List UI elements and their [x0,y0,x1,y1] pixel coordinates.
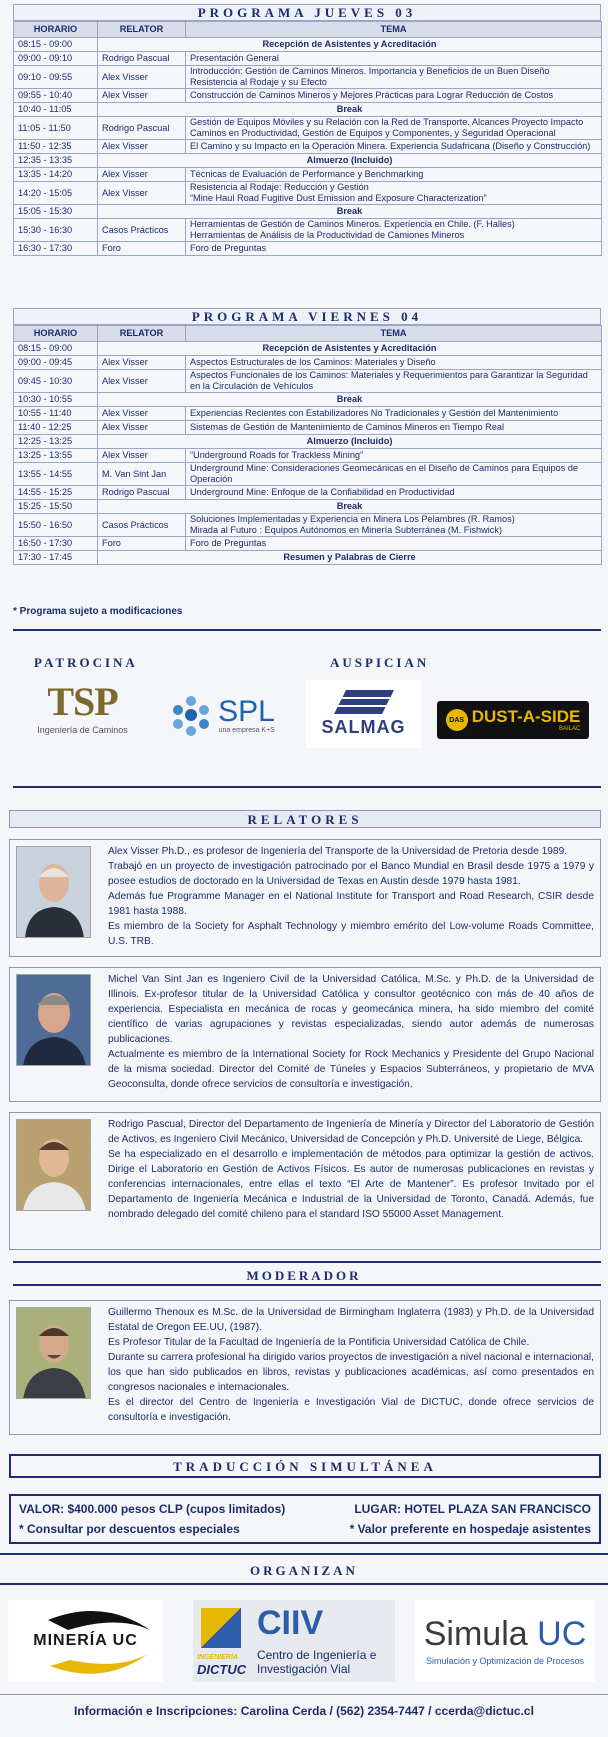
simula-mark: Simula [423,1615,528,1653]
row-topic: Construcción de Caminos Mineros y Mejores Prácticas para Lograr Reducción de Costos [186,89,602,103]
ciiv-mark: CIIV [257,1604,324,1642]
row-topic: Resistencia al Rodaje: Reducción y Gestión “Mine Haul Road Fugitive Dust Emission and Exposure Characterization” [186,182,602,205]
row-speaker: Alex Visser [98,449,186,463]
row-topic: Experiencias Recientes con Estabilizadores No Tradicionales y Gestión del Mantenimiento [186,407,602,421]
program-row [14,168,602,182]
row-topic: Herramientas de Gestión de Caminos Mineros. Experiencia en Chile. (F. Halles) Herramientas de Análisis de la Productividad de Camiones Mineros [186,219,602,242]
divider [0,1553,608,1555]
column-header: HORARIO [14,22,98,38]
row-speaker: Alex Visser [98,407,186,421]
row-time: 15:30 - 16:30 [14,219,98,242]
spl-logo [160,686,285,744]
program-table-thursday [13,21,602,256]
row-speaker: Casos Prácticos [98,514,186,537]
program-title-thursday: PROGRAMA JUEVES 03 [13,4,601,21]
program-row [14,514,602,537]
program-row [14,393,602,407]
program-row [14,463,602,486]
program-row [14,52,602,66]
bio-text [108,972,594,1092]
price-hospedaje: * Valor preferente en hospedaje asistentes [349,1522,591,1536]
divider [13,1261,601,1263]
salmag-logo-mark: SALMAG [321,717,406,737]
row-time: 13:55 - 14:55 [14,463,98,486]
traduccion-header: TRADUCCIÓN SIMULTÁNEA [9,1454,601,1478]
program-row [14,486,602,500]
bio-paragraph: Actualmente es miembro de la International Society for Rock Mechanics y Presidente del Grupo Nacional de la misma sociedad. Director del Comité de Túneles y Espacios Subterráneos, y propietario de MVA Geoconsulta, donde ofrece servicios de consultoría e investigación. [108,1049,594,1090]
program-row [14,117,602,140]
ciiv-badge-2: DICTUC [197,1662,247,1677]
row-time: 09:45 - 10:30 [14,370,98,393]
bio-text [108,1117,594,1222]
auspician-label: AUSPICIAN [330,655,430,670]
bio-alex-visser [9,839,601,957]
divider [13,786,601,788]
row-topic: Sistemas de Gestión de Mantenimiento de Caminos Mineros en Tiempo Real [186,421,602,435]
dust-a-side-mark: DUST-A-SIDE [471,707,581,726]
program-row [14,342,602,356]
program-row [14,407,602,421]
row-speaker: Casos Prácticos [98,219,186,242]
mineria-uc-mark: MINERÍA UC [33,1632,138,1649]
program-row [14,219,602,242]
row-speaker: Alex Visser [98,168,186,182]
row-time: 09:00 - 09:10 [14,52,98,66]
dust-a-side-sub: BAILAC [558,726,581,732]
ciiv-logo [193,1600,395,1682]
patrocina-label: PATROCINA [34,655,138,670]
divider [0,1583,608,1585]
row-time: 11:05 - 11:50 [14,117,98,140]
program-row [14,38,602,52]
row-topic: Aspectos Funcionales de los Caminos: Materiales y Requerimientos para Garantizar la Seguridad en la Circulación de Vehículos [186,370,602,393]
bio-paragraph: Rodrigo Pascual, Director del Departamento de Ingeniería de Minería y Director del Laboratorio de Gestión de Activos, es Ingeniero Civil Mecánico, Universidad de Concepción y Ph.D. Université de Liege, Bélgica. [108,1119,594,1145]
row-time: 14:55 - 15:25 [14,486,98,500]
row-time: 12:35 - 13:35 [14,154,98,168]
row-topic: Presentación General [186,52,602,66]
salmag-emblem-icon [334,690,394,714]
bio-text [108,1305,594,1425]
row-speaker: Alex Visser [98,370,186,393]
ciiv-badge-1: INGENIERÍA [197,1654,238,1661]
row-speaker: Alex Visser [98,421,186,435]
simula-sub: Simulación y Optimización de Procesos [425,1656,585,1666]
row-speaker: Alex Visser [98,356,186,370]
row-time: 11:50 - 12:35 [14,140,98,154]
ciiv-emblem-icon [201,1608,241,1648]
row-speaker: Foro [98,242,186,256]
row-speaker: Rodrigo Pascual [98,117,186,140]
organizan-label: ORGANIZAN [250,1563,358,1578]
bio-paragraph: Es miembro de la Society for Asphalt Technology y miembro emérito del Low-volume Roads Committee, U.S. TRB. [108,921,594,947]
speaker-photo [16,846,91,938]
moderador-label: MODERADOR [246,1268,362,1283]
program-row [14,537,602,551]
row-topic: Recepción de Asistentes y Acreditación [98,342,602,356]
moderator-photo [16,1307,91,1399]
column-header: RELATOR [98,326,186,342]
program-row [14,370,602,393]
row-topic: Introducción: Gestión de Caminos Mineros. Importancia y Beneficios de un Buen Diseño Resistencia al Rodaje y su Efecto [186,66,602,89]
ciiv-line-1: Centro de Ingeniería e [257,1648,377,1662]
column-header: HORARIO [14,326,98,342]
row-speaker: Alex Visser [98,89,186,103]
row-topic: Break [98,103,602,117]
program-row [14,89,602,103]
row-topic: Soluciones Implementadas y Experiencia en Minera Los Pelambres (R. Ramos) Mirada al Futuro : Equipos Autónomos en Minería Subterránea (M. Fishwick) [186,514,602,537]
simula-uc-logo [415,1600,595,1682]
price-box [9,1494,601,1544]
spl-logo-mark: SPL [218,694,275,728]
row-topic: Gestión de Equipos Móviles y su Relación con la Red de Transporte. Alcances Proyecto Impacto Caminos en Productividad, Gestión de Equipos y Componentes, y Seguridad Operacional [186,117,602,140]
bio-paragraph: Además fue Programme Manager en el National Institute for Transport and Road Research, CSIR desde 1981 hasta 1988. [108,891,594,917]
tsp-logo-sub: Ingeniería de Caminos [37,725,128,735]
bio-text [108,844,594,949]
row-topic: Break [98,393,602,407]
salmag-logo [306,680,421,748]
row-time: 16:30 - 17:30 [14,242,98,256]
speaker-photo [16,1119,91,1211]
dust-a-side-logo [437,701,589,739]
row-speaker: Rodrigo Pascual [98,486,186,500]
price-valor: VALOR: $400.000 pesos CLP (cupos limitados) [19,1502,286,1516]
bio-rodrigo-pascual [9,1112,601,1250]
spl-molecule-icon [170,693,212,737]
program-row [14,551,602,565]
program-row [14,242,602,256]
program-row [14,500,602,514]
row-topic: Break [98,205,602,219]
column-header: TEMA [186,326,602,342]
row-speaker: Rodrigo Pascual [98,52,186,66]
row-time: 08:15 - 09:00 [14,342,98,356]
row-topic: Aspectos Estructurales de los Caminos: Materiales y Diseño [186,356,602,370]
bio-paragraph: Trabajó en un proyecto de investigación patrocinado por el Banco Mundial en Brasil desde 1975 a 1979 y posee estudios de doctorado en la Universidad de Texas en Austin desde 1979 hasta 1981. [108,861,594,887]
row-time: 16:50 - 17:30 [14,537,98,551]
spl-logo-sub: una empresa K+S [218,726,275,734]
row-time: 10:40 - 11:05 [14,103,98,117]
row-time: 13:35 - 14:20 [14,168,98,182]
row-time: 15:25 - 15:50 [14,500,98,514]
tsp-logo [30,677,135,741]
row-time: 10:55 - 11:40 [14,407,98,421]
speaker-photo [16,974,91,1066]
program-row [14,154,602,168]
row-time: 15:05 - 15:30 [14,205,98,219]
divider [13,1284,601,1286]
row-topic: Break [98,500,602,514]
program-row [14,103,602,117]
row-speaker: Foro [98,537,186,551]
row-topic: Underground Mine: Consideraciones Geomecánicas en el Diseño de Caminos para Equipos de Operación [186,463,602,486]
das-badge-icon: DAS [446,709,468,731]
row-topic: Almuerzo (Incluido) [98,435,602,449]
row-topic: Foro de Preguntas [186,537,602,551]
row-speaker: Alex Visser [98,66,186,89]
row-time: 17:30 - 17:45 [14,551,98,565]
row-topic: “Underground Roads for Trackless Mining” [186,449,602,463]
tsp-logo-mark: TSP [47,679,118,724]
row-topic: El Camino y su Impacto en la Operación Minera. Experiencia Sudafricana (Diseño y Construcción) [186,140,602,154]
program-row [14,182,602,205]
program-row [14,66,602,89]
program-title-friday: PROGRAMA VIERNES 04 [13,308,601,325]
ciiv-line-2: Investigación Vial [257,1662,351,1676]
bio-michel-van-sint-jan [9,967,601,1102]
price-descuentos: * Consultar por descuentos especiales [19,1522,240,1536]
bio-guillermo-thenoux [9,1300,601,1435]
bio-paragraph: Guillermo Thenoux es M.Sc. de la Universidad de Birmingham Inglaterra (1983) y Ph.D. de la Universidad Estatal de Oregon EE.UU, (1987). [108,1307,594,1333]
divider [13,629,601,631]
row-topic: Resumen y Palabras de Cierre [98,551,602,565]
program-row [14,421,602,435]
relatores-header: RELATORES [9,810,601,828]
row-time: 08:15 - 09:00 [14,38,98,52]
simula-uc-mark: UC [537,1615,587,1653]
bio-paragraph: Es el director del Centro de Ingeniería e Investigación Vial de DICTUC, donde ofrece servicios de consultoría e investigación. [108,1397,594,1423]
column-header: RELATOR [98,22,186,38]
row-topic: Underground Mine: Enfoque de la Confiabilidad en Productividad [186,486,602,500]
bio-paragraph: Alex Visser Ph.D., es profesor de Ingeniería del Transporte de la Universidad de Pretoria desde 1989. [108,846,568,857]
column-header: TEMA [186,22,602,38]
bio-paragraph: Michel Van Sint Jan es Ingeniero Civil de la Universidad Católica, M.Sc. y Ph.D. de la Universidad de Illinois. Ex-profesor titular de la Universidad Católica y consultor geotécnico con más de 40 años de experiencia. Especialista en mecánica de rocas y geomecánica minera, ha sido miembro del comité científico de varias agrupaciones y revistas especializadas, siendo autor además de numerosas publicaciones. [108,974,594,1045]
price-lugar: LUGAR: HOTEL PLAZA SAN FRANCISCO [354,1502,591,1516]
row-time: 09:55 - 10:40 [14,89,98,103]
program-table-friday [13,325,602,565]
program-row [14,449,602,463]
row-topic: Recepción de Asistentes y Acreditación [98,38,602,52]
row-time: 09:00 - 09:45 [14,356,98,370]
row-time: 11:40 - 12:25 [14,421,98,435]
row-speaker: Alex Visser [98,140,186,154]
divider [0,1694,608,1695]
row-time: 14:20 - 15:05 [14,182,98,205]
program-note: * Programa sujeto a modificaciones [13,606,183,617]
row-time: 12:25 - 13:25 [14,435,98,449]
row-time: 13:25 - 13:55 [14,449,98,463]
bio-paragraph: Durante su carrera profesional ha dirigido varios proyectos de investigación a nivel nacional e internacional, los que han sido publicados en libros, revistas y publicaciones académicas, así como presentados en congresos nacionales e internacionales. [108,1352,594,1393]
row-time: 15:50 - 16:50 [14,514,98,537]
program-row [14,356,602,370]
program-row [14,435,602,449]
mineria-uc-logo [8,1600,163,1682]
row-time: 10:30 - 10:55 [14,393,98,407]
row-speaker: M. Van Sint Jan [98,463,186,486]
program-row [14,140,602,154]
row-speaker: Alex Visser [98,182,186,205]
row-time: 09:10 - 09:55 [14,66,98,89]
program-row [14,205,602,219]
row-topic: Almuerzo (Incluido) [98,154,602,168]
footer-contact: Información e Inscripciones: Carolina Cerda / (562) 2354-7447 / ccerda@dictuc.cl [74,1704,534,1718]
row-topic: Foro de Preguntas [186,242,602,256]
row-topic: Técnicas de Evaluación de Performance y Benchmarking [186,168,602,182]
bio-paragraph: Se ha especializado en el desarrollo e implementación de métodos para optimizar la gestión de activos. Dirige el Laboratorio en Gestión de Activos Físicos. Es autor de numerosas publicaciones en revistas y conferencias internacionales, entre ellas el texto “El Arte de Mantener”. Es profesor Invitado por el Departamento de Ingeniería Mecánica e Industrial de la Universidad de Toronto, Canadá. Además, fue nombrado delegado del comité chileno para el standard ISO 55000 Asset Management. [108,1149,594,1220]
bio-paragraph: Es Profesor Titular de la Facultad de Ingeniería de la Pontificia Universidad Católica de Chile. [108,1337,530,1348]
